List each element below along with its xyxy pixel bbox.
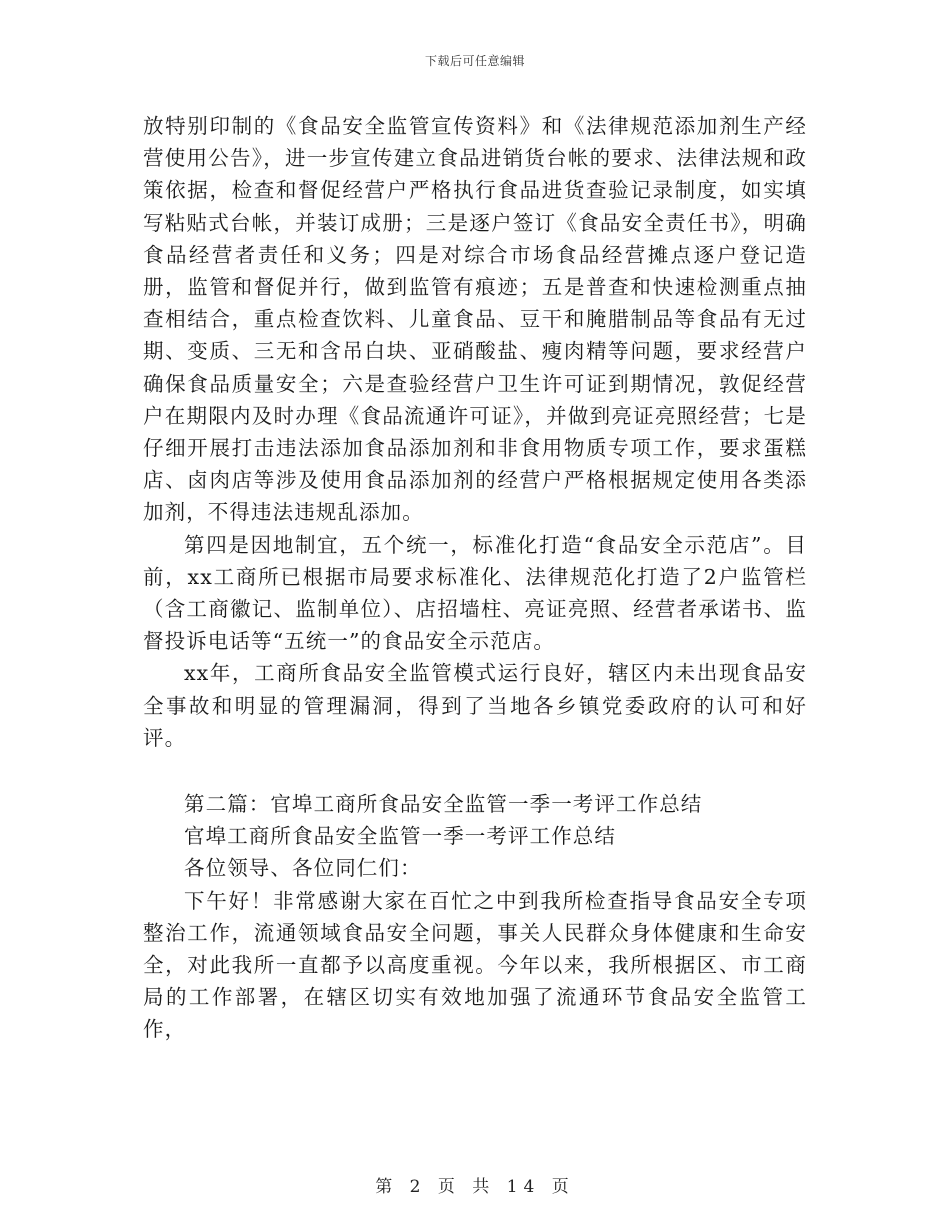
document-body [143, 110, 807, 1046]
paragraph-greeting: 下午好！非常感谢大家在百忙之中到我所检查指导食品安全专项整治工作，流通领域食品安全问题，事关人民群众身体健康和生命安全，对此我所一直都予以高度重视。今年以来，我所根据区、市工商局的工作部署，在辖区切实有效地加强了流通环节食品安全监管工作， [143, 888, 807, 1042]
paragraph-continuation: 放特别印制的《食品安全监管宣传资料》和《法律规范添加剂生产经营使用公告》，进一步宣传建立食品进销货台帐的要求、法律法规和政策依据，检查和督促经营户严格执行食品进货查验记录制度，如实填写粘贴式台帐，并装订成册；三是逐户签订《食品安全责任书》，明确食品经营者责任和义务；四是对综合市场食品经营摊点逐户登记造册，监管和督促并行，做到监管有痕迹；五是普查和快速检测重点抽查相结合，重点检查饮料、儿童食品、豆干和腌腊制品等食品有无过期、变质、三无和含吊白块、亚硝酸盐、瘦肉精等问题，要求经营户确保食品质量安全；六是查验经营户卫生许可证到期情况，敦促经营户在期限内及时办理《食品流通许可证》，并做到亮证亮照经营；七是仔细开展打击违法添加食品添加剂和非食用物质专项工作，要求蛋糕店、卤肉店等涉及使用食品添加剂的经营户严格根据规定使用各类添加剂，不得违法违规乱添加。 [143, 114, 807, 525]
section-heading: 第二篇：官埠工商所食品安全监管一季一考评工作总结 [184, 792, 703, 817]
page-footer: 第 2 页 共 14 页 [375, 1177, 575, 1197]
article-title: 官埠工商所食品安全监管一季一考评工作总结 [184, 824, 616, 849]
salutation: 各位领导、各位同仁们： [184, 856, 422, 881]
paragraph-summary: xx年，工商所食品安全监管模式运行良好，辖区内未出现食品安全事故和明显的管理漏洞，得到了当地各乡镇党委政府的认可和好评。 [143, 661, 807, 750]
paragraph-fourth-point: 第四是因地制宜，五个统一，标准化打造“食品安全示范店”。目前，xx工商所已根据市局要求标准化、法律规范化打造了2户监管栏（含工商徽记、监制单位）、店招墙柱、亮证亮照、经营者承诺书、监督投诉电话等“五统一”的食品安全示范店。 [143, 532, 807, 654]
section-spacer [143, 754, 807, 788]
page-header: 下载后可任意编辑 [424, 54, 525, 68]
